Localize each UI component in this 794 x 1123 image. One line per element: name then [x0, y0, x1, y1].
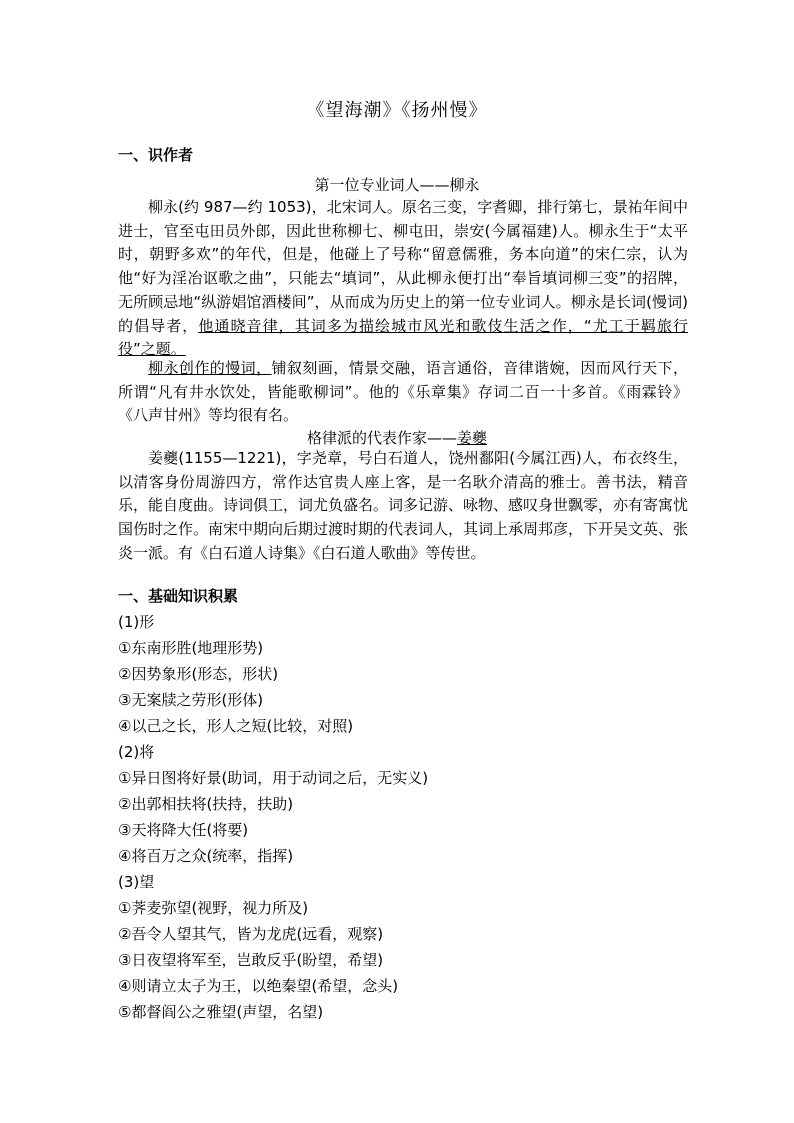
list-item: ②因势象形(形态，形状) [118, 665, 279, 683]
list-item: ③天将降大任(将要) [118, 821, 249, 839]
list-item: ①东南形胜(地理形势) [118, 639, 264, 657]
list-item: ③日夜望将军至，岂敢反乎(盼望，希望) [118, 951, 384, 969]
author1-paragraph-1-text: 柳永(约 987—约 1053)，北宋词人。原名三变，字耆卿，排行第七，景祐年间中进士，官至屯田员外郎，因此世称柳七、柳屯田，崇安(今属福建)人。柳永生于“太平时，朝野多欢”的年代，但是，他碰上了号称“留意儒雅，务本向道”的宋仁宗，认为他“好为淫冶讴歌之曲”，只能去“填词”，从此柳永便打出“奉旨填词柳三变”的招牌，无所顾忌地“纵游娼馆酒楼间”，从而成为历史上的第一位专业词人。柳永是长词(慢词)的倡导者， [118, 198, 688, 335]
list-item: (2)将 [118, 743, 155, 761]
list-item: ④将百万之众(统率，指挥) [118, 847, 294, 865]
list-item: ①异日图将好景(助词，用于动词之后，无实义) [118, 769, 429, 787]
author1-paragraph-2 [118, 357, 688, 428]
list-item: ③无案牍之劳形(形体) [118, 691, 264, 709]
list-item: ④则请立太子为王，以绝秦望(希望，念头) [118, 977, 399, 995]
list-item: ④以己之长，形人之短(比较，对照) [118, 717, 354, 735]
document-title: 《望海潮》《扬州慢》 [306, 100, 488, 121]
author2-subtitle-name: 姜夔 [457, 429, 488, 447]
list-item: ⑤都督阎公之雅望(声望，名望) [118, 1003, 324, 1021]
author1-paragraph-1 [118, 196, 688, 362]
author2-subtitle-text: 格律派的代表作家—— [306, 429, 457, 447]
section-heading-author: 一、识作者 [118, 146, 194, 164]
section-heading-basics: 一、基础知识积累 [118, 587, 239, 605]
list-item: ②出郭相扶将(扶持，扶助) [118, 795, 294, 813]
list-item: (3)望 [118, 873, 155, 891]
author1-paragraph-2-underlined: 柳永创作的慢词， [148, 359, 272, 377]
list-item: (1)形 [118, 613, 155, 631]
author2-paragraph: 姜夔(1155—1221)，字尧章，号白石道人，饶州鄱阳(今属江西)人，布衣终生，以清客身份周游四方，常作达官贵人座上客，是一名耿介清高的雅士。善书法，精音乐，能自度曲。诗词俱工，词尤负盛名。词多记游、咏物、感叹身世飘零，亦有寄寓忧国伤时之作。南宋中期向后期过渡时期的代表词人，其词上承周邦彦，下开吴文英、张炎一派。有《白石道人诗集》《白石道人歌曲》等传世。 [118, 449, 689, 562]
author1-paragraph-2-text: 铺叙刻画，情景交融，语言通俗，音律谐婉，因而风行天下，所谓“凡有井水饮处，皆能歌柳词”。他的《乐章集》存词二百一十多首。《雨霖铃》《八声甘州》等均很有名。 [118, 359, 688, 425]
author2-subtitle [0, 427, 794, 448]
author1-paragraph-1-underlined: 他通晓音律，其词多为描绘城市风光和歌伎生活之作，“尤工于羁旅行役”之题。 [118, 316, 688, 359]
list-item: ①荠麦弥望(视野，视力所及) [118, 899, 309, 917]
list-item: ②吾令人望其气，皆为龙虎(远看，观察) [118, 925, 384, 943]
author1-subtitle: 第一位专业词人——柳永 [314, 176, 480, 194]
